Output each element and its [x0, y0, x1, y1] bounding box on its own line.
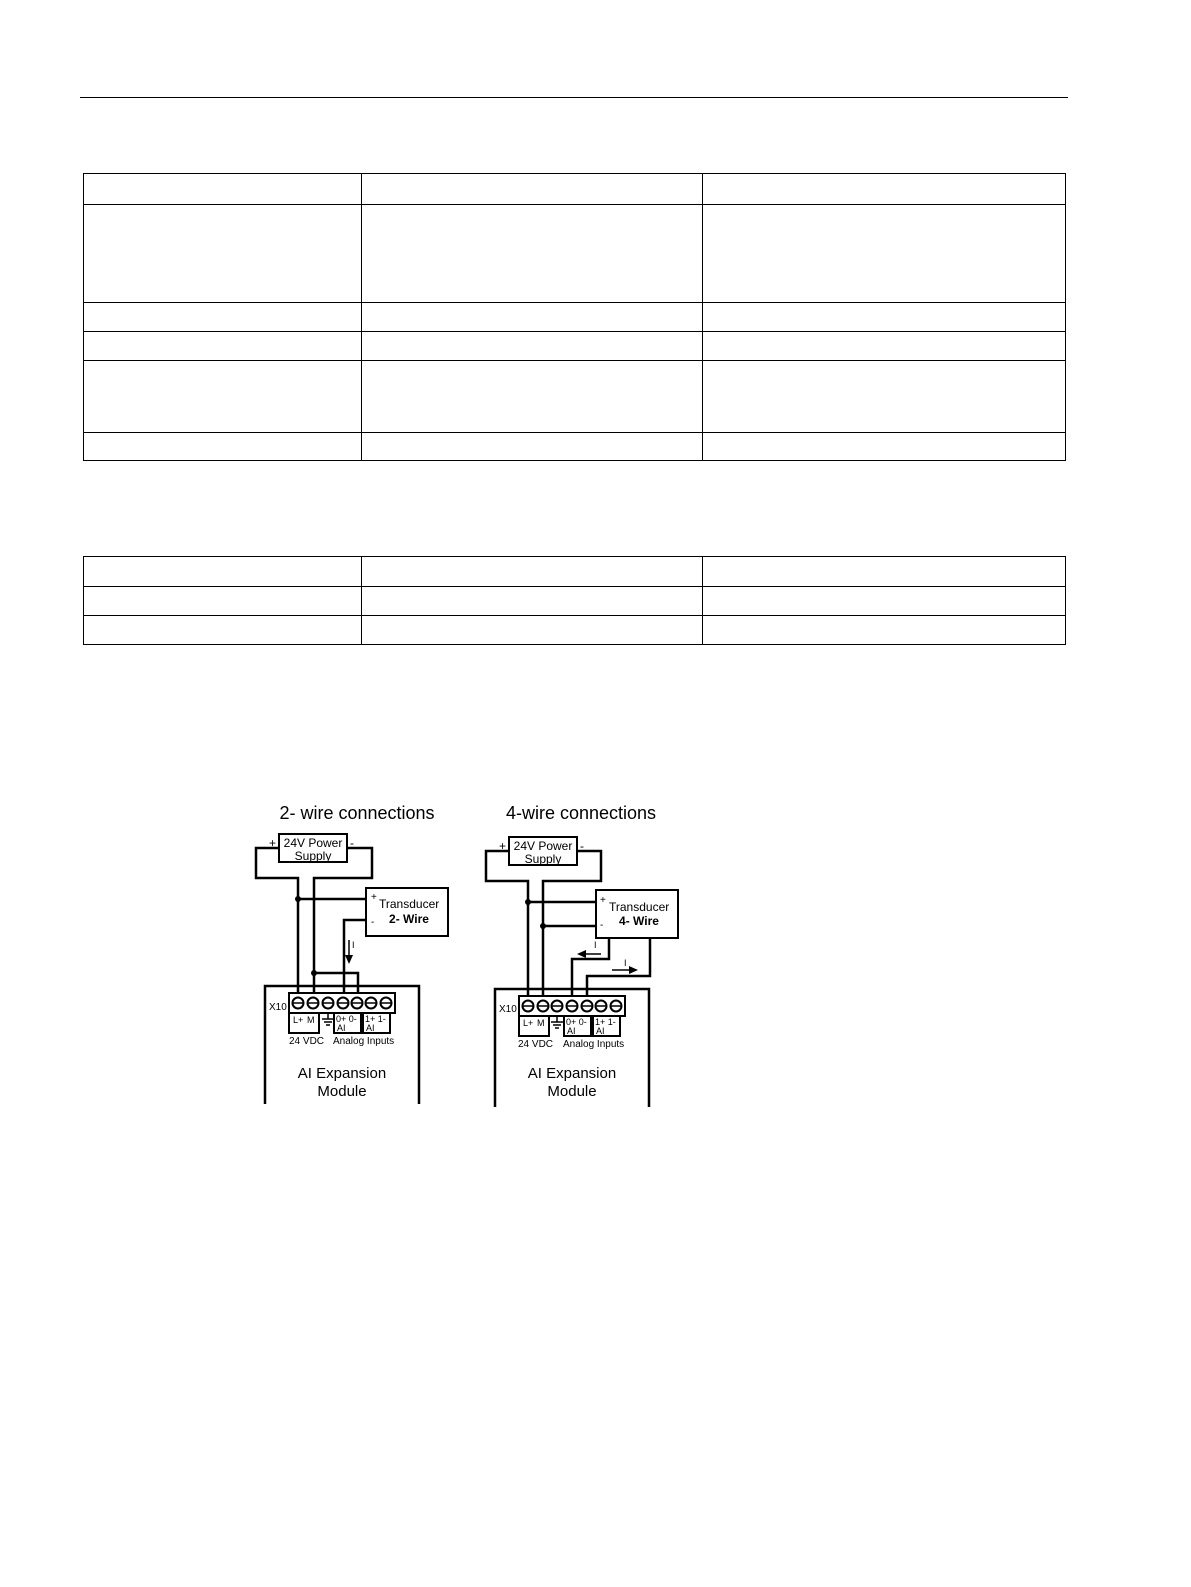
terminal-m-label: M: [537, 1018, 545, 1028]
power-minus-label: -: [350, 836, 354, 850]
transducer-type-label: 2- Wire: [389, 912, 429, 926]
module-label-2: Module: [317, 1083, 367, 1100]
ground-icon: [551, 1016, 563, 1028]
terminal-ai0-label: 0+ 0-: [566, 1017, 587, 1027]
header-rule: [80, 97, 1068, 98]
junction-dot: [311, 970, 317, 976]
wiring-diagram: [240, 790, 690, 1115]
power-plus-label: +: [269, 836, 277, 850]
two-wire-diagram: [256, 803, 448, 1104]
table-row: [84, 174, 1066, 205]
power-minus-label: -: [580, 839, 584, 853]
connector-label: X10: [269, 1002, 287, 1013]
transducer-type-label: 4- Wire: [619, 914, 659, 928]
wire-supply-plus: [486, 851, 528, 1000]
table-row: [84, 433, 1066, 461]
table-row: [84, 361, 1066, 433]
current-in-label: I: [624, 958, 627, 968]
terminal-ai0-ai-label: AI: [337, 1023, 346, 1033]
current-arrow-head: [345, 955, 353, 964]
terminal-ai1-ai-label: AI: [596, 1026, 605, 1036]
power-supply-label: 24V Power: [283, 836, 343, 850]
current-arrow-head: [629, 966, 638, 974]
table-row: [84, 587, 1066, 616]
power-supply-label-2: Supply: [294, 849, 332, 863]
current-out-label: I: [594, 940, 597, 950]
junction-dot: [540, 923, 546, 929]
four-wire-diagram: [486, 803, 678, 1107]
analog-inputs-label: Analog Inputs: [333, 1036, 395, 1047]
transducer-minus-label: -: [600, 920, 604, 931]
terminal-m-label: M: [307, 1015, 315, 1025]
table-row: [84, 557, 1066, 587]
junction-dot: [525, 899, 531, 905]
four-wire-title: 4-wire connections: [505, 803, 657, 823]
terminal-ai0-ai-label: AI: [567, 1026, 576, 1036]
module-label: AI Expansion: [527, 1065, 617, 1082]
spec-table-1: [83, 173, 1066, 461]
module-label: AI Expansion: [297, 1065, 387, 1082]
terminal-ai1-label: 1+ 1-: [595, 1017, 616, 1027]
vdc-label: 24 VDC: [289, 1036, 325, 1047]
terminal-ai0-label: 0+ 0-: [336, 1014, 357, 1024]
two-wire-title: 2- wire connections: [279, 803, 435, 823]
connector-label: X10: [499, 1004, 517, 1015]
ground-icon: [322, 1013, 334, 1025]
vdc-label: 24 VDC: [518, 1039, 554, 1050]
transducer-label: Transducer: [379, 897, 440, 911]
analog-inputs-label: Analog Inputs: [563, 1039, 625, 1050]
terminal-lplus-label: L+: [523, 1018, 534, 1028]
terminal-ai1-label: 1+ 1-: [365, 1014, 386, 1024]
power-supply-label-2: Supply: [524, 852, 562, 866]
transducer-plus-label: +: [600, 895, 606, 906]
terminal-lplus-label: L+: [293, 1015, 304, 1025]
spec-table-2: [83, 556, 1066, 645]
table-row: [84, 303, 1066, 332]
wire-signal-out: [572, 938, 609, 1000]
transducer-plus-label: +: [371, 892, 377, 903]
junction-dot: [295, 896, 301, 902]
table-row: [84, 205, 1066, 303]
wire-supply-plus: [256, 848, 298, 998]
current-label: I: [352, 940, 355, 950]
transducer-minus-label: -: [371, 917, 375, 928]
transducer-label: Transducer: [609, 900, 670, 914]
power-plus-label: +: [499, 839, 507, 853]
module-label-2: Module: [547, 1083, 597, 1100]
table-row: [84, 332, 1066, 361]
table-row: [84, 616, 1066, 645]
current-arrow-head: [577, 950, 586, 958]
terminal-ai1-ai-label: AI: [366, 1023, 375, 1033]
power-supply-label: 24V Power: [513, 839, 573, 853]
